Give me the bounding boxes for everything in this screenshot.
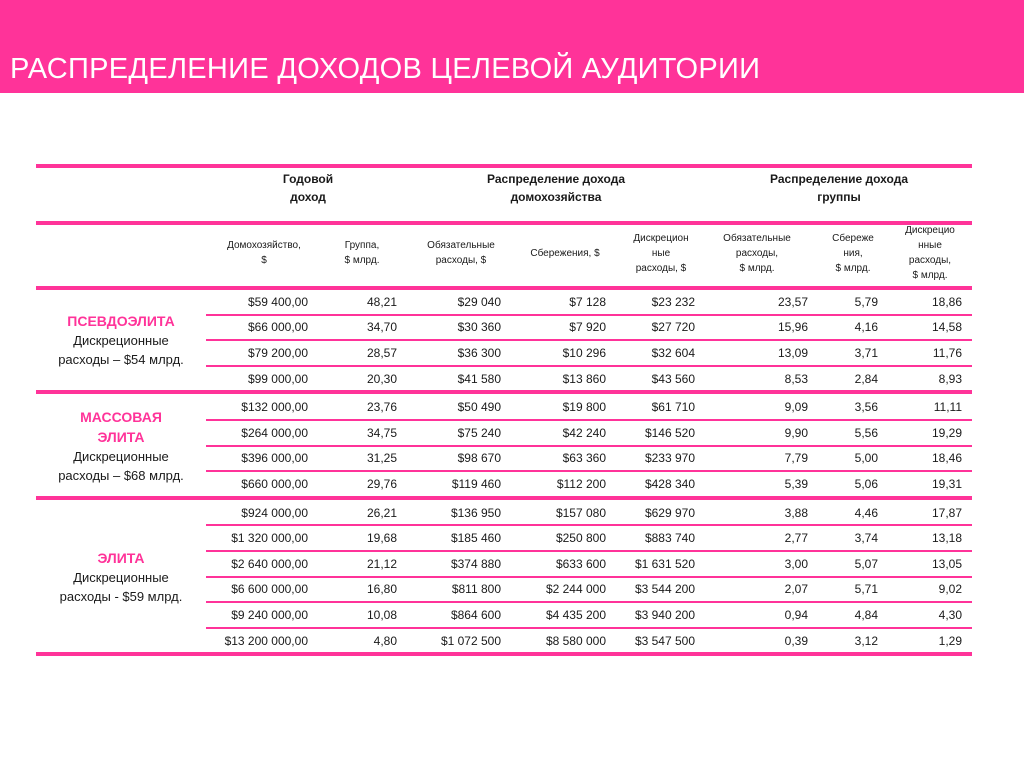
text-line: расходы, $ [435, 255, 487, 266]
table-cell: $50 490 [457, 400, 501, 415]
table-cell: 7,79 [784, 451, 808, 466]
table-cell: $660 000,00 [241, 477, 308, 491]
table-cell: 4,80 [373, 633, 397, 648]
table-cell: 3,74 [854, 531, 878, 546]
group-name: ЭЛИТА [97, 428, 145, 445]
table-cell: 5,71 [854, 582, 878, 597]
table-cell: 28,57 [366, 346, 397, 360]
text-line: группы [817, 190, 861, 204]
text-line: доход [290, 190, 326, 204]
table-cell: $132 000,00 [241, 400, 308, 415]
text-line: нные [918, 240, 942, 251]
column-header-5 [616, 231, 706, 276]
table-cell: 9,90 [784, 425, 808, 440]
table-cell: 19,31 [931, 477, 962, 491]
table-cell: 8,53 [784, 371, 808, 386]
text-line: домохозяйства [510, 190, 602, 204]
table-divider-thick [36, 390, 972, 394]
text-line: $ млрд. [344, 255, 380, 266]
row-divider [206, 550, 972, 552]
table-divider-thick [36, 164, 972, 168]
text-line: Группа, [344, 240, 380, 251]
header-group-2 [446, 170, 666, 206]
table-cell: $2 640 000,00 [231, 556, 308, 571]
table-cell: 23,76 [366, 400, 397, 415]
row-divider [206, 419, 972, 421]
table-cell: $428 340 [644, 477, 695, 491]
table-cell: 21,12 [366, 556, 397, 571]
table-cell: 9,02 [938, 582, 962, 597]
table-cell: $19 800 [562, 400, 606, 415]
header-group-3 [729, 170, 949, 206]
table-cell: $7 128 [569, 294, 606, 309]
table-cell: 10,08 [366, 608, 397, 622]
row-divider [206, 627, 972, 629]
row-divider [206, 524, 972, 526]
column-header-4 [515, 246, 615, 261]
table-cell: $6 600 000,00 [231, 582, 308, 597]
text-line: Распределение дохода [487, 172, 625, 186]
table-divider-thick [36, 286, 972, 290]
table-cell: $2 244 000 [545, 582, 606, 597]
table-divider-thick [36, 496, 972, 500]
table-cell: 18,86 [931, 294, 962, 309]
table-cell: 3,00 [784, 556, 808, 571]
table-cell: $864 600 [450, 608, 501, 622]
group-label [36, 548, 206, 606]
table-cell: 4,46 [854, 505, 878, 520]
table-cell: $112 200 [556, 477, 606, 491]
table-cell: $374 880 [450, 556, 501, 571]
table-cell: $13 200 000,00 [224, 633, 308, 648]
table-cell: $98 670 [457, 451, 501, 466]
group-description: Дискреционные [73, 333, 169, 349]
text-line: Годовой [282, 172, 334, 186]
table-cell: 19,29 [931, 425, 962, 440]
column-header-8 [890, 223, 970, 283]
table-cell: 17,87 [931, 505, 962, 520]
table-cell: $1 320 000,00 [231, 531, 308, 546]
table-cell: $146 520 [644, 425, 695, 440]
table-cell: 3,12 [854, 633, 878, 648]
table-cell: 13,09 [777, 346, 808, 360]
table-cell: 5,56 [854, 425, 878, 440]
page-title: РАСПРЕДЕЛЕНИЕ ДОХОДОВ ЦЕЛЕВОЙ АУДИТОРИИ [10, 53, 761, 85]
table-cell: $396 000,00 [241, 451, 308, 466]
table-cell: 29,76 [366, 477, 397, 491]
table-cell: $3 544 200 [634, 582, 695, 597]
table-cell: $63 360 [562, 451, 606, 466]
table-cell: 0,39 [784, 633, 808, 648]
table-cell: $1 072 500 [440, 633, 501, 648]
group-label [36, 311, 206, 369]
table-cell: $27 720 [651, 320, 695, 335]
table-cell: 2,77 [784, 531, 808, 546]
table-cell: $32 604 [651, 346, 695, 360]
table-cell: 20,30 [366, 371, 397, 386]
table-cell: $883 740 [644, 531, 695, 546]
group-description: Дискреционные [73, 448, 169, 464]
table-cell: 3,71 [854, 346, 878, 360]
table-cell: $79 200,00 [247, 346, 308, 360]
table-cell: 11,11 [933, 400, 962, 415]
text-line: $ млрд. [912, 270, 948, 281]
table-cell: $36 300 [457, 346, 501, 360]
table-cell: 2,07 [784, 582, 808, 597]
text-line: Обязательные [427, 240, 495, 251]
table-cell: 4,30 [938, 608, 962, 622]
table-cell: 5,07 [854, 556, 878, 571]
row-divider [206, 601, 972, 603]
text-line: $ [261, 255, 267, 266]
table-cell: 23,57 [777, 294, 808, 309]
group-label [36, 407, 206, 485]
group-name: ПСЕВДОЭЛИТА [67, 313, 175, 330]
text-line: Распределение дохода [770, 172, 908, 186]
group-description: расходы - $59 млрд. [59, 588, 183, 604]
table-cell: $157 080 [555, 505, 606, 520]
text-line: расходы, [908, 255, 952, 266]
table-cell: $59 400,00 [247, 294, 308, 309]
text-line: Обязательные [723, 232, 791, 244]
table-cell: $9 240 000,00 [231, 608, 308, 622]
table-cell: 9,09 [784, 400, 808, 415]
group-description: Дискреционные [73, 569, 169, 585]
text-line: расходы, [735, 247, 779, 259]
group-description: расходы – $54 млрд. [58, 352, 184, 368]
row-divider [206, 314, 972, 316]
table-cell: 15,96 [777, 320, 808, 335]
table-cell: $185 460 [450, 531, 501, 546]
table-cell: 1,29 [938, 633, 962, 648]
table-cell: 26,21 [366, 505, 397, 520]
table-cell: $136 950 [450, 505, 501, 520]
table-cell: 31,25 [366, 451, 397, 466]
table-cell: 5,06 [854, 477, 878, 491]
text-line: $ млрд. [739, 262, 775, 274]
table-cell: 5,00 [854, 451, 878, 466]
table-cell: $42 240 [562, 425, 606, 440]
table-cell: 48,21 [366, 294, 397, 309]
table-cell: $7 920 [569, 320, 606, 335]
table-cell: 4,16 [854, 320, 878, 335]
text-line: Домохозяйство, [227, 240, 301, 251]
group-description: расходы – $68 млрд. [58, 467, 184, 483]
table-cell: 8,93 [938, 371, 962, 386]
table-cell: 3,88 [784, 505, 808, 520]
table-cell: 34,75 [366, 425, 397, 440]
column-header-6 [707, 231, 807, 276]
text-line: Дискрецион [633, 232, 689, 244]
row-divider [206, 365, 972, 367]
table-cell: 4,84 [854, 608, 878, 622]
table-cell: 14,58 [931, 320, 962, 335]
table-cell: $119 460 [451, 477, 501, 491]
table-cell: $633 600 [555, 556, 606, 571]
column-header-3 [411, 238, 511, 268]
table-cell: $250 800 [555, 531, 606, 546]
table-cell: 5,79 [854, 294, 878, 309]
table-cell: $8 580 000 [545, 633, 606, 648]
text-line: Дискрецио [905, 225, 955, 236]
text-line: $ млрд. [835, 262, 871, 274]
table-cell: $4 435 200 [545, 608, 606, 622]
title-banner [0, 0, 1024, 93]
table-cell: $43 560 [651, 371, 695, 386]
table-cell: 11,76 [932, 346, 962, 360]
table-cell: $3 940 200 [634, 608, 695, 622]
table-cell: $61 710 [651, 400, 695, 415]
column-header-2 [322, 238, 402, 268]
table-cell: 19,68 [366, 531, 397, 546]
table-cell: $66 000,00 [247, 320, 308, 335]
table-divider-thick [36, 221, 972, 225]
table-cell: 2,84 [854, 371, 878, 386]
row-divider [206, 339, 972, 341]
table-cell: $1 631 520 [634, 556, 695, 571]
table-cell: 16,80 [366, 582, 397, 597]
text-line: Сбереже [832, 232, 874, 244]
table-cell: 0,94 [784, 608, 808, 622]
table-cell: $29 040 [457, 294, 501, 309]
table-cell: $30 360 [457, 320, 501, 335]
group-name: МАССОВАЯ [80, 408, 162, 425]
table-cell: $75 240 [457, 425, 501, 440]
table-cell: 34,70 [366, 320, 397, 335]
table-cell: $924 000,00 [241, 505, 308, 520]
table-cell: $13 860 [562, 371, 606, 386]
table-cell: 13,18 [931, 531, 962, 546]
table-cell: $3 547 500 [634, 633, 695, 648]
table-cell: $629 970 [644, 505, 695, 520]
column-header-1 [214, 238, 314, 268]
table-cell: 18,46 [931, 451, 962, 466]
table-cell: $23 232 [651, 294, 695, 309]
table-cell: $811 800 [451, 582, 501, 597]
row-divider [206, 470, 972, 472]
table-cell: $264 000,00 [241, 425, 308, 440]
text-line: ния, [843, 247, 863, 259]
header-group-1 [198, 170, 418, 206]
text-line: расходы, $ [635, 262, 687, 274]
column-header-7 [813, 231, 893, 276]
table-cell: 3,56 [854, 400, 878, 415]
table-cell: 13,05 [931, 556, 962, 571]
table-cell: 5,39 [784, 477, 808, 491]
row-divider [206, 576, 972, 578]
text-line: Сбережения, $ [530, 247, 600, 259]
text-line: ные [651, 247, 671, 259]
group-name: ЭЛИТА [97, 549, 145, 566]
table-cell: $10 296 [562, 346, 606, 360]
table-cell: $99 000,00 [247, 371, 308, 386]
row-divider [206, 445, 972, 447]
table-divider-thick [36, 652, 972, 656]
table-cell: $233 970 [644, 451, 695, 466]
table-cell: $41 580 [457, 371, 501, 386]
